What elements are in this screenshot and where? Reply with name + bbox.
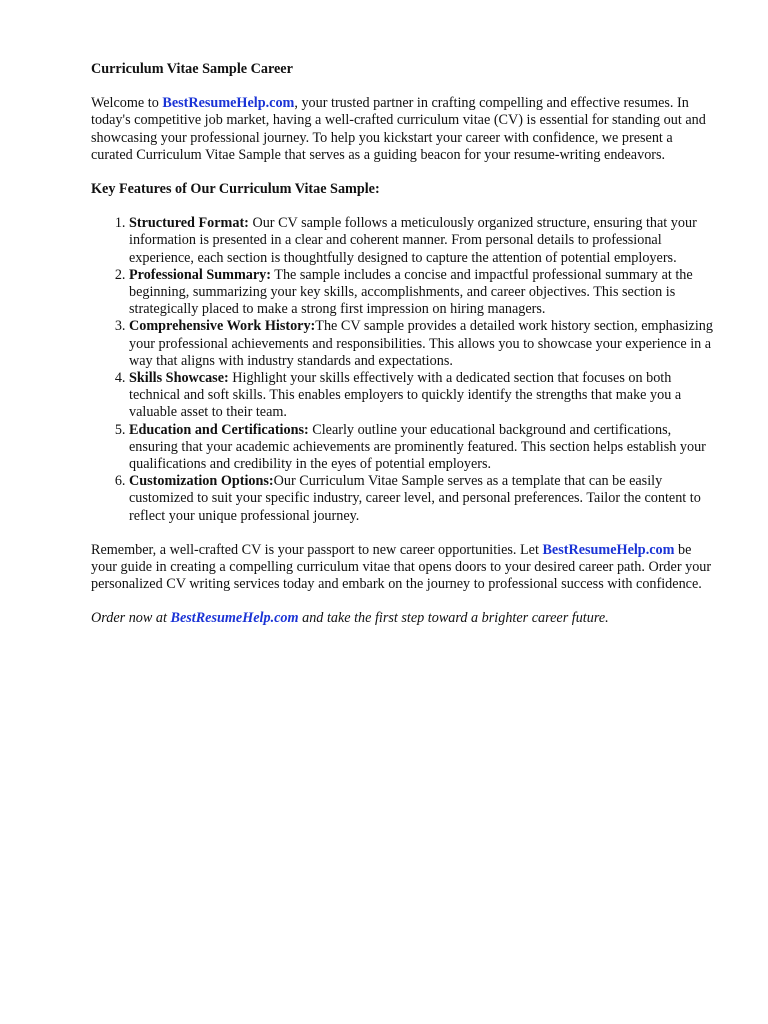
list-item (129, 370, 717, 422)
remember-text-start: Remember, a well-crafted CV is your passport to new career opportunities. Let (91, 541, 543, 558)
feature-name: Customization Options: (129, 473, 274, 490)
feature-name: Comprehensive Work History: (129, 318, 316, 335)
feature-text: Our Curriculum Vitae Sample serves as a template that can be easily customized to suit your specific industry, career level, and personal preferences. Tailor the content to reflect your unique professional journey. (129, 473, 701, 524)
feature-name: Professional Summary: (129, 266, 271, 283)
feature-text: Our CV sample follows a meticulously organized structure, ensuring that your information is presented in a clear and coherent manner. From personal details to professional experience, each section is thoughtfully designed to capture the attention of potential employers. (129, 215, 697, 266)
feature-text: The CV sample provides a detailed work history section, emphasizing your professional achievements and responsibilities. This allows you to showcase your experience in a way that aligns with industry standards and expectations. (129, 318, 713, 369)
document-page (91, 61, 717, 628)
brand-link-remember[interactable]: BestResumeHelp.com (542, 541, 675, 558)
list-item (129, 215, 717, 267)
order-text-end: and take the first step toward a brighter career future. (298, 610, 609, 627)
brand-link-intro[interactable]: BestResumeHelp.com (162, 95, 295, 112)
feature-text: Clearly outline your educational background and certifications, ensuring that your academic achievements are prominently featured. This section helps establish your qualifications and credibility in the eyes of potential employers. (129, 421, 706, 473)
intro-paragraph (91, 95, 717, 164)
feature-text: Highlight your skills effectively with a dedicated section that focuses on both technical and soft skills. This enables employers to quickly identify the strengths that make you a valuable asset to their team. (129, 370, 682, 421)
brand-link-order[interactable]: BestResumeHelp.com (170, 610, 299, 627)
features-list (91, 215, 717, 525)
list-item (129, 473, 717, 525)
features-heading: Key Features of Our Curriculum Vitae Sample: (91, 181, 380, 198)
order-paragraph (91, 610, 717, 627)
list-item (129, 422, 717, 474)
feature-text: The sample includes a concise and impactful professional summary at the beginning, summarizing your key skills, accomplishments, and career objectives. This section is strategically placed to make a strong first impression on hiring managers. (129, 266, 693, 318)
list-item (129, 267, 717, 319)
feature-name: Skills Showcase: (129, 370, 229, 387)
list-item (129, 318, 717, 370)
order-text-start: Order now at (91, 610, 171, 627)
page-title: Curriculum Vitae Sample Career (91, 61, 293, 77)
feature-name: Education and Certifications: (129, 421, 309, 438)
remember-paragraph (91, 542, 717, 594)
feature-name: Structured Format: (129, 215, 249, 232)
remember-text-end: be your guide in creating a compelling curriculum vitae that opens doors to your desired career path. Order your personalized CV writing services today and embark on the journey to professional success with confidence. (91, 541, 712, 593)
intro-text-end: , your trusted partner in crafting compelling and effective resumes. In today's competitive job market, having a well-crafted curriculum vitae (CV) is essential for standing out and showcasing your professional journey. To help you kickstart your career with confidence, we present a curated Curriculum Vitae Sample that serves as a guiding beacon for your resume-writing endeavors. (91, 95, 706, 163)
intro-text-start: Welcome to (91, 95, 163, 112)
